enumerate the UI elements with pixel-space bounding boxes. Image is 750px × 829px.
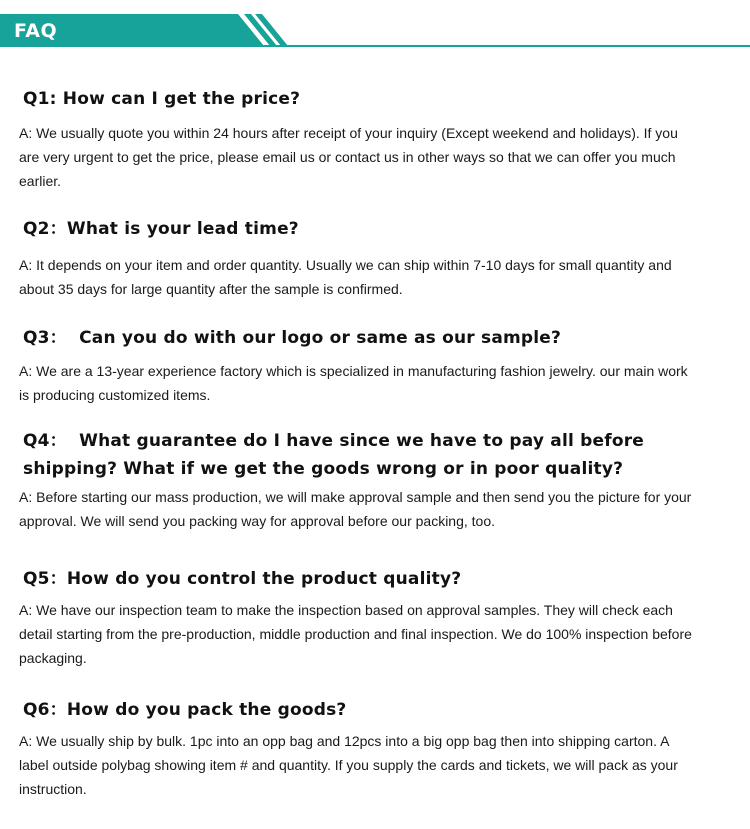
faq-question-1: Q1: How can I get the price? (23, 89, 301, 109)
faq-question-4: Q4： What guarantee do I have since we have to pay all before shipping? What if we get the goods wrong or in poor quality? (23, 431, 651, 479)
faq-answer-6: A: We usually ship by bulk. 1pc into an opp bag and 12pcs into a big opp bag then into shipping carton. A label outside polybag showing item # and quantity. If you supply the cards and tickets, we will pack as your instruction. (19, 733, 678, 797)
faq-title: FAQ (14, 20, 58, 42)
faq-answer-3: A: We are a 13-year experience factory which is specialized in manufacturing fashion jewelry. our main work is producing customized items. (19, 363, 688, 403)
faq-question-6: Q6：How do you pack the goods? (23, 700, 347, 720)
faq-answer-2: A: It depends on your item and order quantity. Usually we can ship within 7-10 days for small quantity and about 35 days for large quantity after the sample is confirmed. (19, 257, 672, 297)
faq-answer-1: A: We usually quote you within 24 hours after receipt of your inquiry (Except weekend and holidays). If you are very urgent to get the price, please email us or contact us in other ways so that we can offer you much earlier. (19, 125, 678, 189)
faq-answer-4: A: Before starting our mass production, we will make approval sample and then send you the picture for your approval. We will send you packing way for approval before our packing, too. (19, 489, 692, 529)
faq-header (0, 0, 750, 50)
faq-question-5: Q5：How do you control the product quality? (23, 569, 462, 589)
faq-question-2: Q2：What is your lead time? (23, 219, 299, 239)
header-banner-shape (0, 0, 750, 50)
faq-answer-5: A: We have our inspection team to make the inspection based on approval samples. They will check each detail starting from the pre-production, middle production and final inspection. We do 100% inspection before packaging. (19, 602, 692, 666)
faq-question-3: Q3： Can you do with our logo or same as our sample? (23, 328, 562, 348)
